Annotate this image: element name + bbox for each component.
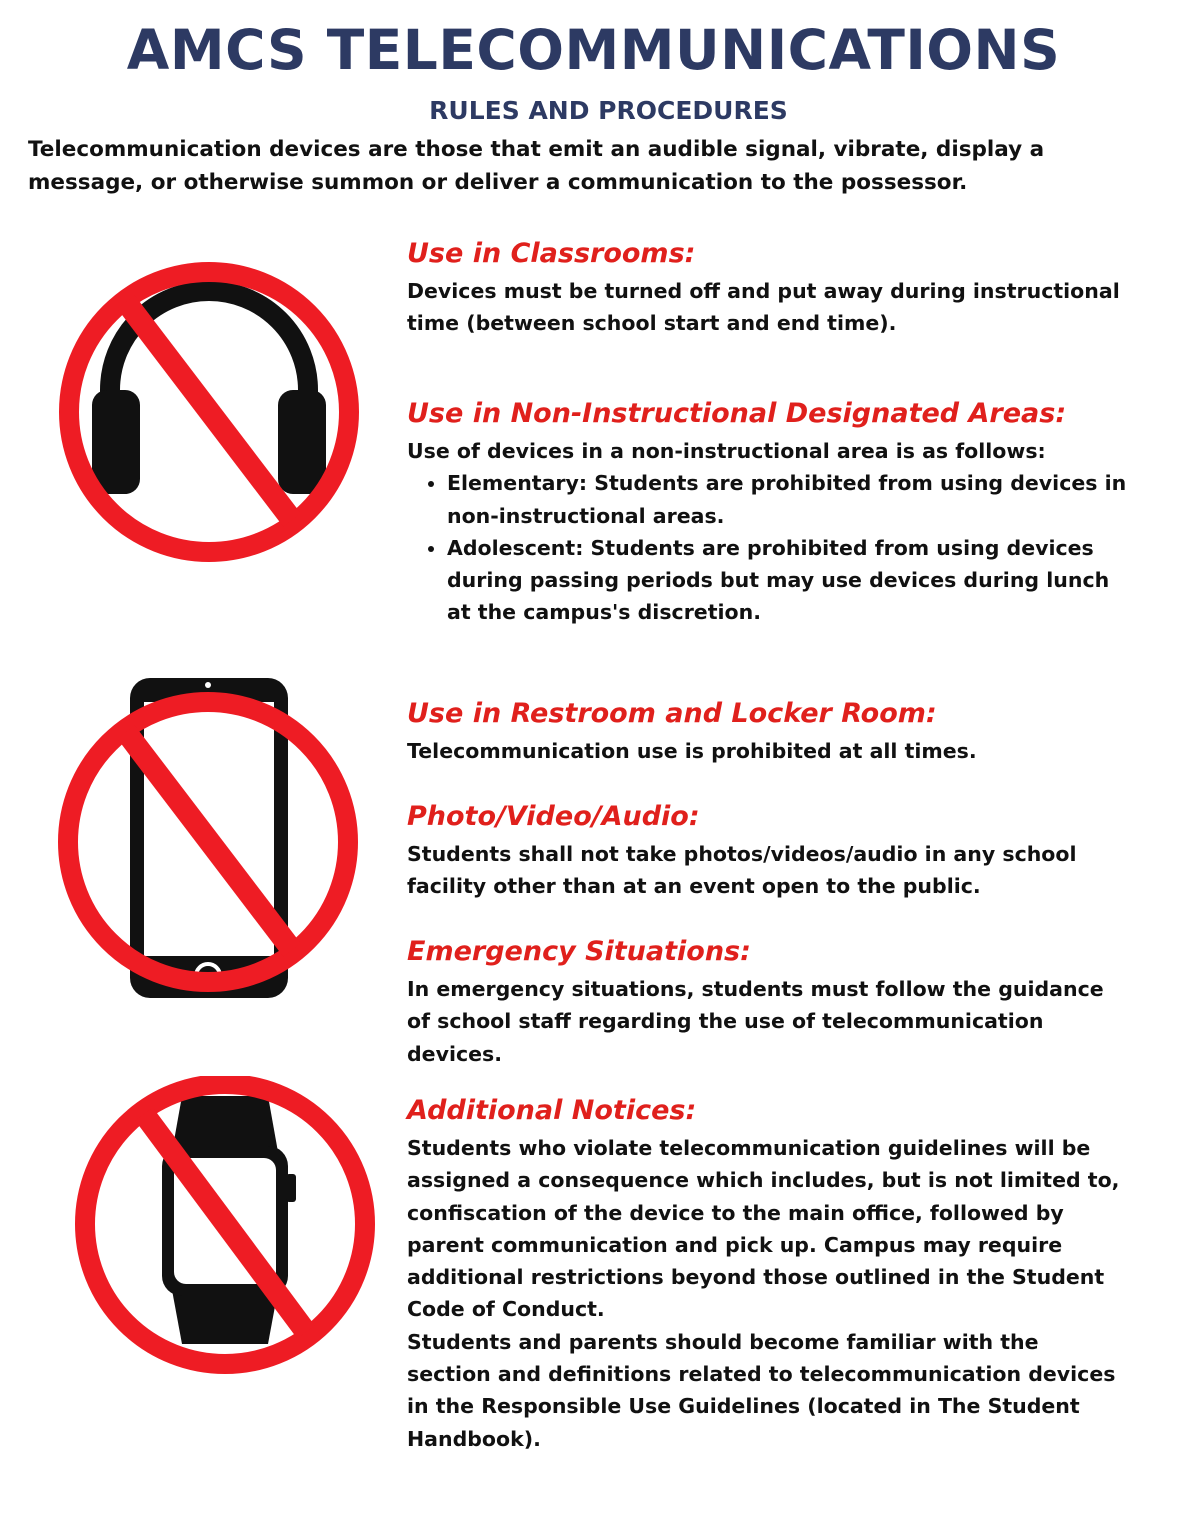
section-heading: Photo/Video/Audio: [407, 801, 700, 832]
intro-paragraph: Telecommunication devices are those that emit an audible signal, vibrate, display a message, or otherwise summon or deliver a communication to the possessor. [28, 137, 1045, 195]
section-heading: Use in Restroom and Locker Room: [407, 698, 937, 729]
section-emergency [407, 935, 1127, 1070]
no-smartwatch-icon [74, 1076, 376, 1378]
section-restroom [407, 697, 1127, 767]
page-title: AMCS TELECOMMUNICATIONS [126, 18, 1061, 82]
page-subtitle: RULES AND PROCEDURES [429, 96, 788, 125]
section-heading: Use in Classrooms: [407, 238, 696, 269]
bullet-list [407, 467, 1127, 628]
section-heading: Emergency Situations: [407, 936, 751, 967]
no-headphones-icon [58, 262, 360, 564]
no-phone-icon [56, 676, 362, 1002]
section-heading: Use in Non-Instructional Designated Areas: [407, 398, 1067, 429]
list-item: • Elementary: Students are prohibited from using devices in non-instructional areas. [447, 467, 1127, 532]
section-body: Students shall not take photos/videos/audio in any school facility other than at an event open to the public. [407, 842, 1077, 899]
section-photo-video-audio [407, 800, 1127, 903]
section-non-instructional [407, 397, 1127, 629]
section-classrooms [407, 237, 1127, 340]
list-item: • Adolescent: Students are prohibited from using devices during passing periods but may use devices during lunch at the campus's discretion. [447, 532, 1127, 629]
section-body: In emergency situations, students must follow the guidance of school staff regarding the use of telecommunication devices. [407, 977, 1104, 1066]
section-additional-notices [407, 1094, 1127, 1455]
section-body: Use of devices in a non-instructional area is as follows: [407, 439, 1046, 463]
section-heading: Additional Notices: [407, 1095, 697, 1126]
section-body: Devices must be turned off and put away during instructional time (between school start and end time). [407, 279, 1120, 336]
section-body: Students who violate telecommunication guidelines will be assigned a consequence which includes, but is not limited to, confiscation of the device to the main office, followed by parent communication and pick up. Campus may require additional restrictions beyond those outlined in the Student Code of Conduct. [407, 1136, 1120, 1322]
section-body: Telecommunication use is prohibited at all times. [407, 739, 977, 763]
section-body-secondary: Students and parents should become familiar with the section and definitions related to telecommunication devices in the Responsible Use Guidelines (located in The Student Handbook). [407, 1329, 1116, 1451]
